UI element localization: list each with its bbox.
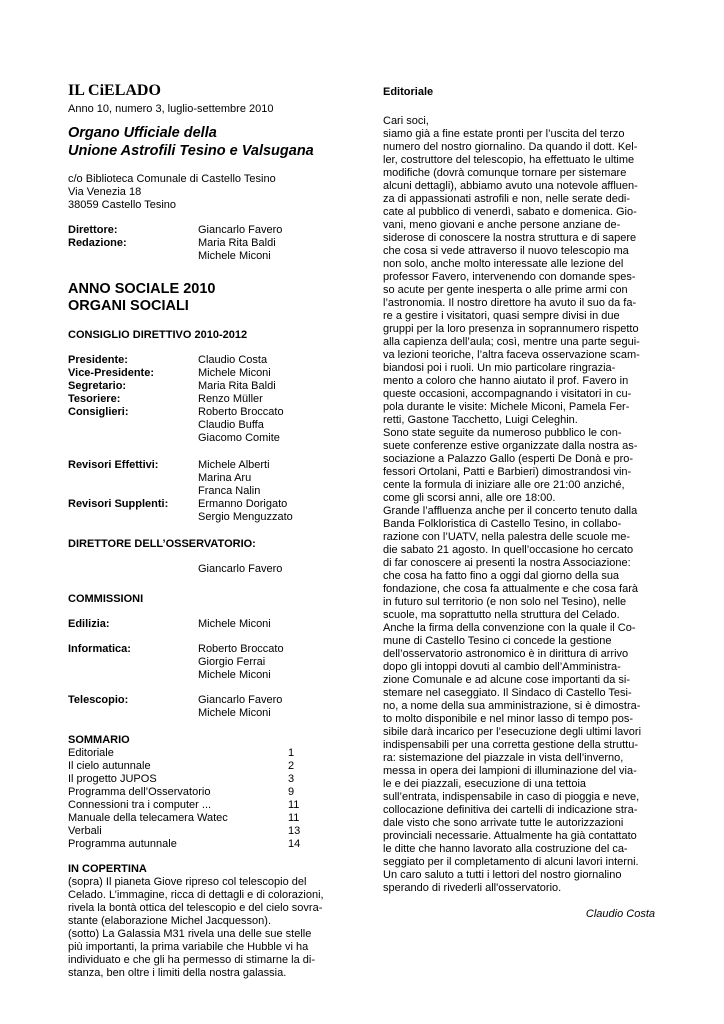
editoriale-line: le e dei piazzali, esecuzione di una tettoia xyxy=(383,778,587,790)
editoriale-line: provinciali necessarie. Attualmente ha già contattato xyxy=(383,830,637,842)
edilizia-row: Edilizia: Michele Miconi xyxy=(68,618,271,630)
editoriale-line: Banda Folkloristica di Castello Tesino, in collabo- xyxy=(383,518,622,530)
informatica-row: Informatica: Roberto Broccato Giorgio Ferrai Michele Miconi xyxy=(68,643,284,681)
editoriale-line: le ditte che hanno lavorato alla costruzione del ca- xyxy=(383,843,628,855)
editoriale-line: stemare nel caseggiato. Il Sindaco di Castello Tesi- xyxy=(383,687,632,699)
editoriale-line: mune di Castello Tesino ci concede la gestione xyxy=(383,635,612,647)
editoriale-line: seggiato per il completamento di alcuni lavori interni. xyxy=(383,856,639,868)
editoriale-line: cate al pubblico di venerdì, sabato e domenica. Gio- xyxy=(383,206,637,218)
editoriale-line: non solo, anche molto interessate alle lezione del xyxy=(383,258,624,270)
editoriale-line: che cosa ha fatto fino a oggi dal giorno della sua xyxy=(383,570,620,582)
editoriale-line: fessori Ortolani, Patti e Barbieri) dimostrandosi vin- xyxy=(383,466,632,478)
toc-item: Il progetto JUPOS 3 xyxy=(68,773,295,785)
editoriale-line: numero del nostro giornalino. Da quando il dott. Kel- xyxy=(383,141,638,153)
editoriale-body xyxy=(383,115,655,895)
editoriale-line: zione Comunale e ad alcune cose importanti da si- xyxy=(383,674,631,686)
editoriale-line: di far conoscere ai presenti la nostra Associazione: xyxy=(383,557,631,569)
copertina-heading: IN COPERTINA xyxy=(68,863,147,875)
osservatorio-row: Giancarlo Favero xyxy=(198,563,283,575)
editoriale-line: indispensabili per una corretta gestione della struttu- xyxy=(383,739,638,751)
editoriale-line: sperando di rivederli all'osservatorio. xyxy=(383,882,562,894)
editoriale-line: va lezioni teoriche, l’altra faceva osservazione scam- xyxy=(383,349,640,361)
editoriale-line: ra: sistemazione del piazzale in vista dell’inverno, xyxy=(383,752,624,764)
copertina xyxy=(68,863,342,980)
editoriale-line: die sabato 21 agosto. In quell’occasione ho cercato xyxy=(383,544,634,556)
direttore-row: Direttore: Giancarlo Favero xyxy=(68,224,283,236)
editoriale-line: sociazione a Palazzo Gallo (esperti De Donà e pro- xyxy=(383,453,634,465)
organo-heading: Organo Ufficiale della Unione Astrofili Tesino e Valsugana xyxy=(68,125,314,159)
toc-item: Il cielo autunnale 2 xyxy=(68,760,295,772)
editoriale-line: suete conferenze estive organizzate dalla nostra as- xyxy=(383,440,638,452)
right-column xyxy=(383,86,655,921)
toc-item: Connessioni tra i computer ... 11 xyxy=(68,799,300,811)
editoriale-line: come gli scorsi anni, alle ore 18:00. xyxy=(383,492,556,504)
left-column xyxy=(68,82,342,980)
editoriale-line: messa in opera dei lampioni di illuminazione del via- xyxy=(383,765,637,777)
editoriale-line: razione con l’UATV, nella palestra delle scuole me- xyxy=(383,531,631,543)
osservatorio-heading: DIRETTORE DELL’OSSERVATORIO: xyxy=(68,538,256,550)
editoriale-signature: Claudio Costa xyxy=(585,908,655,920)
editoriale-line: sibile darà incarico per l’esecuzione degli ultimi lavori xyxy=(383,726,642,738)
toc-item: Programma autunnale 14 xyxy=(68,838,301,850)
editoriale-line: queste occasioni, accompagnando i visitatori in cu- xyxy=(383,388,632,400)
editoriale-line: Anche la firma della convenzione con la quale il Co- xyxy=(383,622,636,634)
telescopio-row: Telescopio: Giancarlo Favero Michele Miconi xyxy=(68,694,283,719)
editoriale-line: re a gestire i visitatori, quasi sempre divisi in due xyxy=(383,310,620,322)
staff-block xyxy=(68,224,342,263)
editoriale-line: alcuni dettagli), abbiamo avuto una notevole affluen- xyxy=(383,180,638,192)
consiglio-heading: CONSIGLIO DIRETTIVO 2010-2012 xyxy=(68,329,248,341)
editoriale-line: ler, costruttore del telescopio, ha effettuato le ultime xyxy=(383,154,635,166)
editoriale-line: che cosa si vede attraverso il nuovo telescopio ma xyxy=(383,245,629,257)
editoriale-line: biandosi poi i ruoli. Un mio particolare ringrazia- xyxy=(383,362,616,374)
anno-sociale-heading: ANNO SOCIALE 2010 ORGANI SOCIALI xyxy=(68,281,216,314)
editoriale-line: vani, meno giovani e anche persone anziane de- xyxy=(383,219,621,231)
editoriale-line: Un caro saluto a tutti i lettori del nostro giornalino xyxy=(383,869,622,881)
editoriale-line: dopo gli intoppi dovuti al cambio dell’Amministra- xyxy=(383,661,621,673)
editoriale-line: mento a coloro che hanno aiutato il prof. Favero in xyxy=(383,375,629,387)
toc-item: Programma dell’Osservatorio 9 xyxy=(68,786,295,798)
copertina-text: (sopra) Il pianeta Giove ripreso col telescopio del Celado. L’immagine, ricca di dettagli e di colorazioni, rivela la bontà ottica del telescopio e del cielo sovra- stante (elaborazione Michel Jacquesson). (sotto) La Galassia M31 rivela una delle sue stelle più importanti, la prima variabile che Hubble vi ha individuato e che gli ha permesso di stimarne la di- stanza, ben oltre i limiti della nostra galassia. xyxy=(68,876,324,979)
editoriale-line: sull’entrata, indispensabile in caso di pioggia e neve, xyxy=(383,791,640,803)
editoriale-line: dale visto che sono arrivate tutte le autorizzazioni xyxy=(383,817,624,829)
editoriale-line: gruppi per la loro presenza in soprannumero rispetto xyxy=(383,323,639,335)
editoriale-line: professor Favero, intervenendo con domande spes- xyxy=(383,271,636,283)
editoriale-line: alla capienza dell’aula; così, mentre una parte segui- xyxy=(383,336,640,348)
revisori-list: Revisori Effettivi: Michele Alberti Marina Aru Franca Nalin Revisori Supplenti: Ermanno Dorigato Sergio Menguzzato xyxy=(68,459,293,523)
sommario xyxy=(68,734,342,851)
toc-item: Verbali 13 xyxy=(68,825,301,837)
editoriale-heading: Editoriale xyxy=(383,86,434,98)
editoriale-line: cente la formula di iniziare alle ore 21:00 anziché, xyxy=(383,479,625,491)
issue-info: Anno 10, numero 3, luglio-settembre 2010 xyxy=(68,103,274,115)
editoriale-line: Grande l’affluenza anche per il concerto tenuto dalla xyxy=(383,505,638,517)
editoriale-line: siderose di conoscere la nostra struttura e di sapere xyxy=(383,232,637,244)
editoriale-line: modifiche (dovrà comunque tornare per sistemare xyxy=(383,167,627,179)
editoriale-line: l’astronomia. Il nostro direttore ha avuto il suo da fa- xyxy=(383,297,637,309)
editoriale-line: Sono state seguite da numeroso pubblico le con- xyxy=(383,427,622,439)
editoriale-line: Cari soci, xyxy=(383,115,429,127)
editoriale-line: no, a nome della sua amministrazione, si è dimostra- xyxy=(383,700,641,712)
masthead-title: IL CiELADO xyxy=(68,82,161,99)
editoriale-line: collocazione definitiva dei cartelli di indicazione stra- xyxy=(383,804,638,816)
editoriale-line: siamo già a fine estate pronti per l’uscita del terzo xyxy=(383,128,625,140)
consiglio-list: Presidente: Claudio Costa Vice-Presidente: Michele Miconi Segretario: Maria Rita Baldi Tesoriere: Renzo Müller Consiglieri: Roberto Broccato Claudio Buffa Giacomo Comite xyxy=(68,354,284,444)
redazione-row: Redazione: Maria Rita Baldi Michele Miconi xyxy=(68,237,276,262)
editoriale-line: retti, Gastone Tacchetto, Luigi Celeghin. xyxy=(383,414,578,426)
editoriale-line: to molto disponibile e nel minor lasso di tempo pos- xyxy=(383,713,634,725)
editoriale-line: za di appassionati astrofili e non, nelle serate dedi- xyxy=(383,193,631,205)
toc-item: Editoriale 1 xyxy=(68,747,295,759)
editoriale-line: scuole, ma soprattutto nella struttura del Celado. xyxy=(383,609,620,621)
editoriale-line: in futuro sul territorio (e non solo nel Tesino), nelle xyxy=(383,596,627,608)
commissioni-heading: COMMISSIONI xyxy=(68,593,144,605)
toc-item: Manuale della telecamera Watec 11 xyxy=(68,812,300,824)
editoriale-line: fondazione, che cosa fa attualmente e che cosa farà xyxy=(383,583,638,595)
sommario-heading: SOMMARIO xyxy=(68,734,130,746)
address-block: c/o Biblioteca Comunale di Castello Tesino Via Venezia 18 38059 Castello Tesino xyxy=(68,173,276,211)
editoriale-line: so acute per gente inesperta o alle prime armi con xyxy=(383,284,628,296)
editoriale-line: pola durante le visite: Michele Miconi, Pamela Fer- xyxy=(383,401,630,413)
editoriale-line: dell’osservatorio astronomico è in dirittura di arrivo xyxy=(383,648,629,660)
